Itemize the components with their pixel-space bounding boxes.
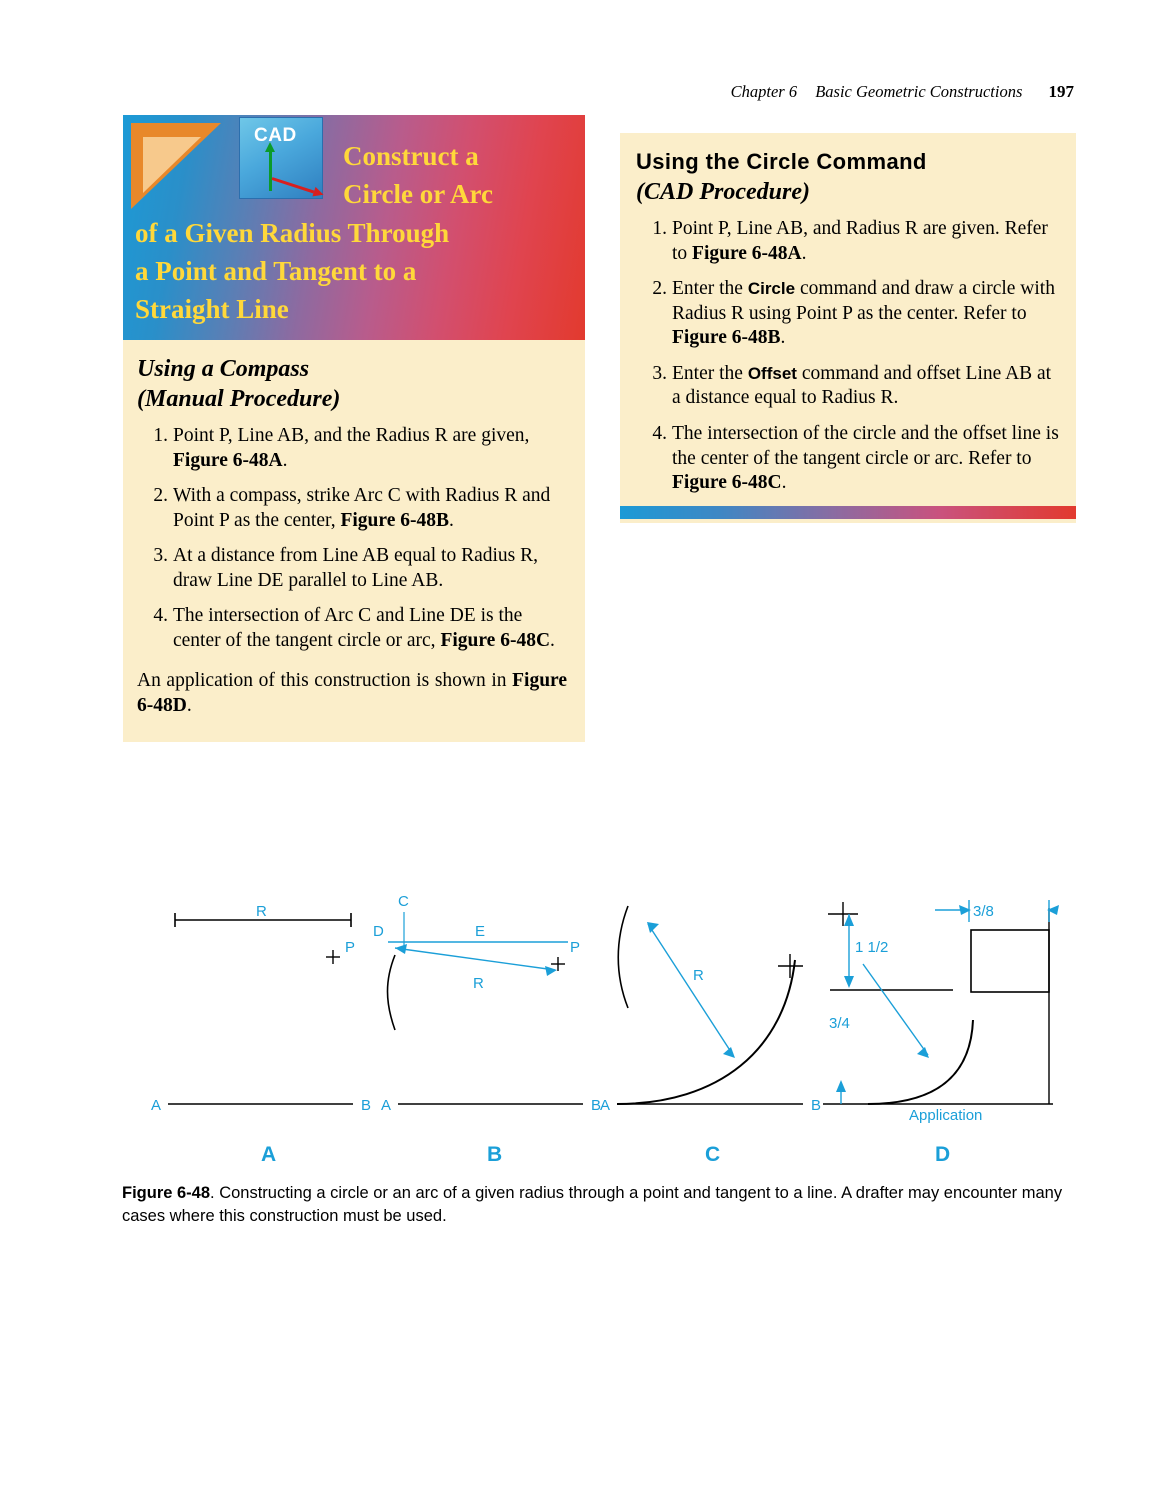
manual-step-4 [137, 604, 567, 653]
manual-closing-note [137, 668, 567, 719]
cad-procedure-steps [636, 217, 1060, 496]
cad-step-1-text: Point P, Line AB, and Radius R are given. Refer to [672, 218, 1048, 264]
figure-panel-letter-c: C [705, 1143, 721, 1166]
manual-closing-pre: An application of this construction is shown in [137, 669, 513, 691]
figure-panel-letter-a: A [261, 1143, 277, 1166]
cad-step-3-mid: command and offset Line AB at a distance equal to Radius R. [672, 362, 1052, 409]
manual-step-2 [137, 484, 567, 533]
panel-title-line-3: of a Given Radius Through [135, 217, 450, 248]
manual-step-3 [137, 544, 567, 593]
figure-label-b-a: B [361, 1097, 372, 1114]
panel-title-line-5: Straight Line [135, 294, 289, 325]
page-number: 197 [1048, 82, 1074, 101]
figure-label-a-c: A [600, 1097, 611, 1114]
panel-title-line-1: Construct a [343, 141, 479, 171]
cad-procedure-panel [620, 133, 1076, 523]
figure-label-r-a: R [256, 903, 267, 920]
page-header [731, 82, 1074, 102]
cad-step-1-ref: Figure 6-48A [692, 242, 802, 264]
manual-procedure-panel [123, 115, 585, 742]
manual-step-1-ref: Figure 6-48A [173, 449, 283, 471]
cad-step-4 [636, 422, 1060, 496]
cad-step-1 [636, 217, 1060, 266]
manual-procedure-steps [137, 424, 567, 654]
figure-label-d-b: D [373, 923, 384, 940]
figure-dim-3-8: 3/8 [973, 903, 994, 920]
panel-title [135, 137, 583, 329]
manual-step-2-text: With a compass, strike Arc C with Radius R and Point P as the center, [173, 485, 551, 531]
figure-label-e-b: E [475, 923, 486, 940]
panel-title-line-2: Circle or Arc [343, 179, 493, 210]
cad-step-3-pre: Enter the [672, 362, 748, 384]
manual-step-1-text: Point P, Line AB, and the Radius R are given, [173, 425, 530, 446]
manual-procedure-body [123, 340, 585, 742]
figure-caption [122, 1182, 1072, 1229]
figure-label-r-b: R [473, 975, 484, 992]
manual-step-1-post: . [282, 449, 288, 471]
cad-heading-line-1: Using the Circle Command [636, 149, 927, 174]
cad-step-2-ref: Figure 6-48B [672, 327, 781, 349]
manual-step-2-ref: Figure 6-48B [340, 509, 449, 531]
manual-procedure-heading [137, 354, 567, 414]
cad-heading-line-2: (CAD Procedure) [636, 179, 810, 205]
title-banner [123, 115, 585, 340]
manual-heading-line-1: Using a Compass [137, 356, 310, 382]
cad-step-4-text: The intersection of the circle and the offset line is the center of the tangent circle or arc. Refer to [672, 422, 1059, 469]
figure-caption-text: . Constructing a circle or an arc of a given radius through a point and tangent to a line. A drafter may encounter many cases where this construction must be used. [122, 1184, 1063, 1226]
figure-dim-1-1-2: 1 1/2 [855, 939, 889, 956]
figure-panel-letter-d: D [935, 1143, 951, 1166]
figure-label-application: Application [909, 1107, 983, 1124]
cad-panel-bottom-bar [620, 506, 1076, 519]
cad-step-1-post: . [801, 242, 807, 264]
cad-step-4-ref: Figure 6-48C [672, 472, 782, 494]
cad-step-2-pre: Enter the [672, 278, 748, 300]
figure-label-c-b: C [398, 893, 409, 910]
manual-step-4-ref: Figure 6-48C [440, 629, 551, 651]
cad-command-offset: Offset [747, 363, 797, 383]
manual-step-3-text: At a distance from Line AB equal to Radius R, draw Line DE parallel to Line AB. [173, 545, 539, 591]
figure-label-b-c: B [811, 1097, 822, 1114]
figure-label-p-b: P [570, 939, 581, 956]
cad-procedure-heading [636, 147, 1060, 207]
cad-step-2 [636, 277, 1060, 351]
manual-closing-ref: Figure 6-48D [137, 669, 567, 716]
manual-step-1 [137, 424, 567, 473]
cad-command-circle: Circle [747, 279, 796, 299]
manual-step-2-post: . [448, 509, 454, 531]
figure-panel-letter-b: B [487, 1143, 503, 1166]
manual-closing-post: . [186, 694, 192, 716]
header-chapter: Chapter 6 [730, 82, 798, 101]
manual-step-4-text: The intersection of Arc C and Line DE is the center of the tangent circle or arc, [173, 605, 523, 651]
cad-step-2-mid: command and draw a circle with Radius R using Point P as the center. Refer to [672, 278, 1055, 324]
figure-dim-3-4: 3/4 [829, 1015, 850, 1032]
figure-label-b-b: B [591, 1097, 602, 1114]
header-chapter-title: Basic Geometric Constructions [815, 82, 1023, 101]
figure-label-a-a: A [151, 1097, 162, 1114]
cad-label: CAD [254, 125, 297, 146]
figure-caption-number: Figure 6-48 [122, 1184, 211, 1202]
cad-step-4-post: . [781, 472, 787, 494]
figure-panel-letters [123, 1143, 1073, 1173]
figure-label-p-a: P [345, 939, 356, 956]
panel-title-line-4: a Point and Tangent to a [135, 255, 417, 286]
cad-step-2-post: . [780, 327, 786, 349]
cad-step-3 [636, 362, 1060, 411]
manual-heading-line-2: (Manual Procedure) [137, 386, 341, 412]
manual-step-4-post: . [550, 629, 555, 651]
figure-label-r-c: R [693, 967, 704, 984]
figure-label-a-b: A [381, 1097, 392, 1114]
